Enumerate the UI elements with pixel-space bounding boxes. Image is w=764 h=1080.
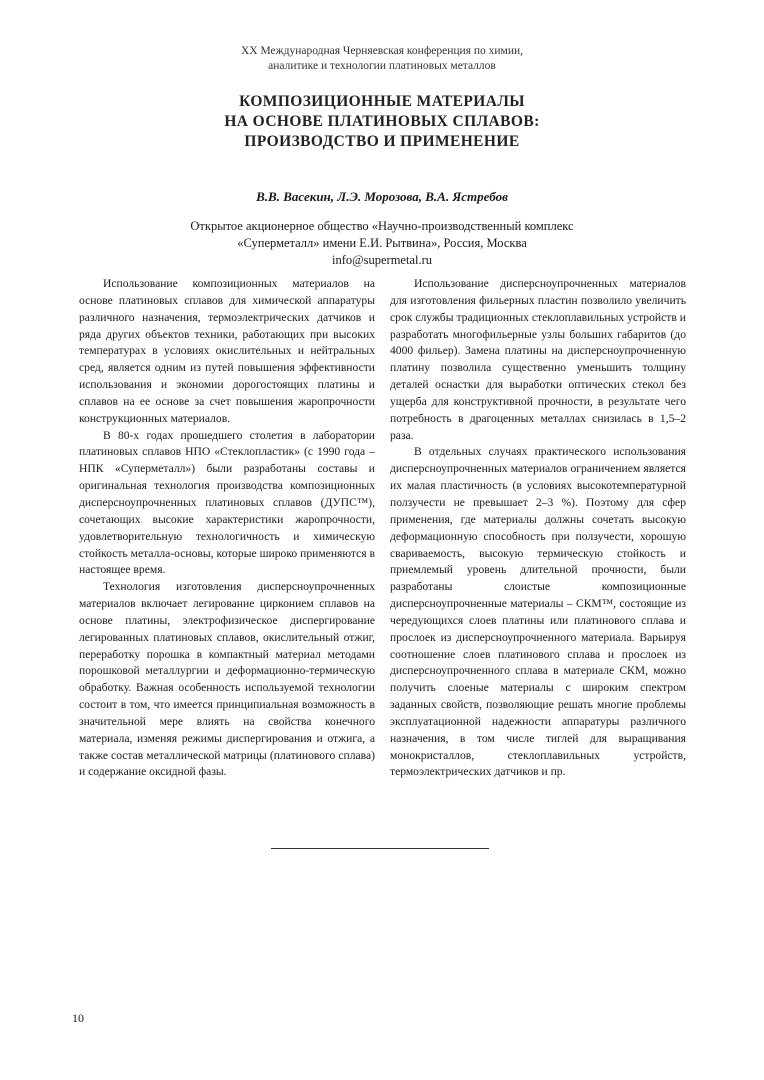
page-number: 10 <box>72 1011 84 1025</box>
running-header-line-2: аналитике и технологии платиновых металлов <box>268 60 496 72</box>
paper-title-line-3: ПРОИЗВОДСТВО И ПРИМЕНЕНИЕ <box>244 133 520 150</box>
right-paragraph-1: Использование дисперсноупрочненных материалов для изготовления фильерных пластин позволило увеличить срок службы традиционных стеклоплавильных устройств и разработать многофильерные узлы больших габаритов (до 4000 фильер). Замена платины на дисперсноупрочненную платину позволила существенно уменьшить толщину деталей оснастки для выработки оптических стекол без ущерба для конструктивной прочности, в результате чего потребность в драгоценных металлах снизилась в 1,5–2 раза. <box>390 277 686 442</box>
running-header <box>0 44 764 74</box>
authors: В.В. Васекин, Л.Э. Морозова, В.А. Ястребов <box>256 189 508 204</box>
left-paragraph-2: В 80-х годах прошедшего столетия в лаборатории платиновых сплавов НПО «Стеклопластик» (с 1990 года – НПК «Суперметалл») были разработаны составы и оригинальная технология производства композиционных дисперсноупрочненных платиновых сплавов (ДУПС™), сочетающих высокие характеристики жаропрочности, удовлетворительную технологичность и химическую стойкость металла-основы, которые широко применяются в настоящее время. <box>79 428 375 577</box>
left-paragraph-1: Использование композиционных материалов на основе платиновых сплавов для химической аппаратуры различного назначения, термоэлектрических датчиков и ряда других объектов техники, работающих при высоких температурах в условиях окислительных и нейтральных сред, является одним из путей повышения эффективности использования и экономии дорогостоящих платины и сплавов на ее основе за счет повышения жаропрочности конструкционных материалов. <box>79 277 375 425</box>
affiliation-line-1: Открытое акционерное общество «Научно-производственный комплекс <box>190 219 574 233</box>
paper-title-line-2: НА ОСНОВЕ ПЛАТИНОВЫХ СПЛАВОВ: <box>224 113 540 130</box>
right-column <box>390 276 686 781</box>
affiliation <box>80 218 684 269</box>
affiliation-email: info@supermetal.ru <box>331 253 433 267</box>
paper-title-line-1: КОМПОЗИЦИОННЫЕ МАТЕРИАЛЫ <box>239 93 525 110</box>
right-paragraph-2: В отдельных случаях практического использования дисперсноупрочненных материалов ограничением является их малая пластичность (в условиях высокотемпературной ползучести не превышает 2–3 %). Поэтому для сфер применения, где материалы должны сочетать высокую деформационную способность при ползучести, хорошую свариваемость, высокую термическую стойкость и приемлемый уровень длительной прочности, были разработаны слоистые композиционные дисперсноупрочненные материалы – СКМ™, состоящие из чередующихся слоев платины или платинового сплава и прослоек из дисперсноупрочненного материала. Варьируя соотношение слоев платинового сплава и прослоек из дисперсноупрочненного сплава в материале СКМ, можно получить слоеные материалы с широким спектром заданных свойств, позволяющие решать многие проблемы эксплуатационной надежности аппаратуры различного назначения, в том числе тиглей для выращивания монокристаллов, стеклоплавильных устройств, термоэлектрических датчиков и пр. <box>390 445 686 779</box>
left-paragraph-3: Технология изготовления дисперсноупрочненных материалов включает легирование циркониeм сплавов на основе платины, электрофизическое диспергирование легированных платиновых сплавов, окислительный отжиг, переработку порошка в компактный материал методами порошковой металлургии и деформационно-термическую обработку. Важная особенность используемой технологии состоит в том, что имеется принципиальная возможность в значительной мере влиять на свойства конечного материала, изменяя режимы диспергирования и отжига, а также состав металлической матрицы (платинового сплава) и содержание оксидной фазы. <box>79 580 375 779</box>
paper-title <box>80 92 684 152</box>
left-column <box>79 276 375 781</box>
affiliation-line-2: «Суперметалл» имени Е.И. Рытвина», Россия, Москва <box>237 236 527 250</box>
end-rule-divider <box>271 848 489 849</box>
running-header-line-1: XX Международная Черняевская конференция по химии, <box>240 45 524 57</box>
